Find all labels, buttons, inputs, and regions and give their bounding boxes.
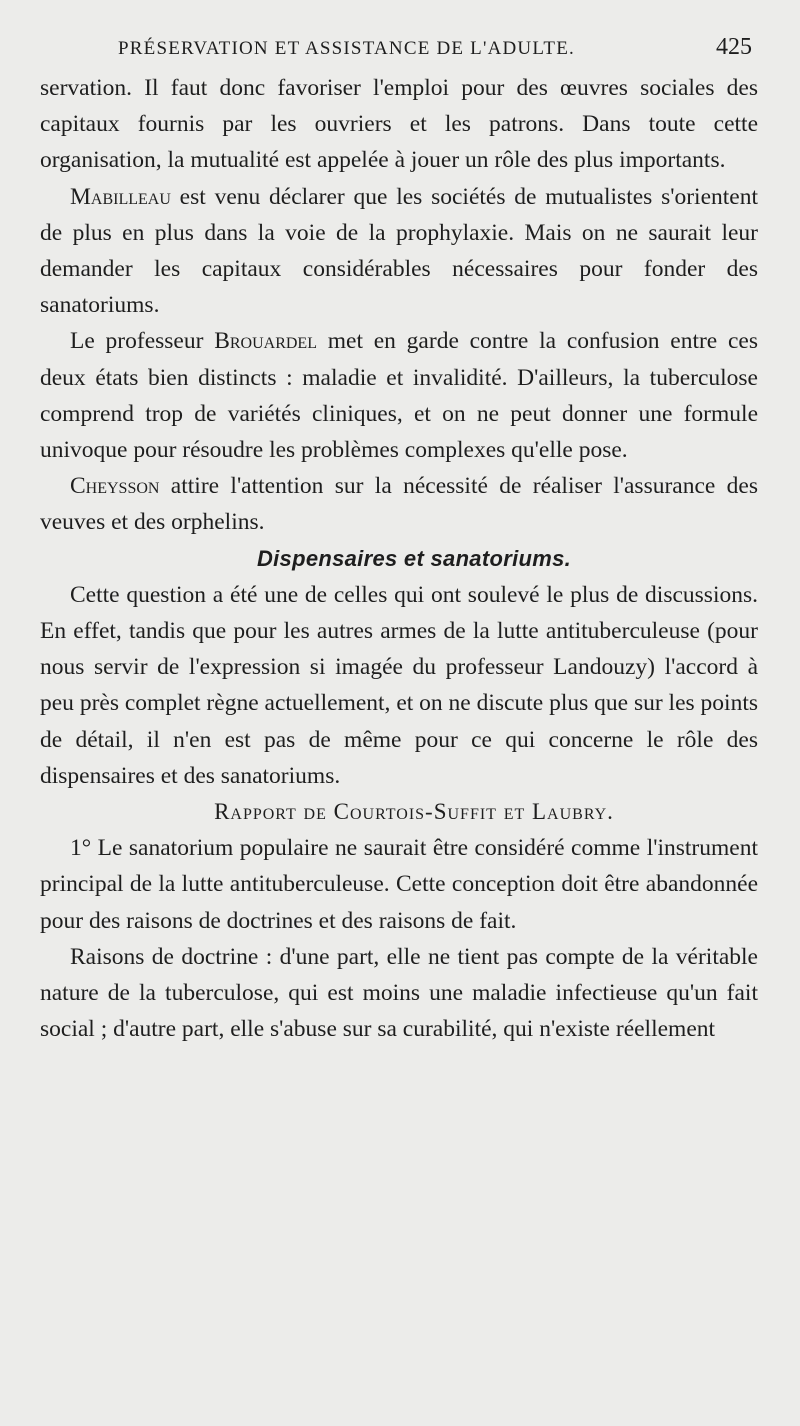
paragraph-3-text: met en garde contre la confusion entre ces deux états bien distincts : maladie et invalidité. D'ailleurs, la tuberculose comprend trop de variétés cliniques, et on ne peut donner une formule univoque pour résoudre les problèmes complexes qu'elle pose. <box>40 328 758 464</box>
page-number: 425 <box>716 34 752 60</box>
paragraph-3-prefix: Le professeur <box>70 328 215 355</box>
running-title: PRÉSERVATION ET ASSISTANCE DE L'ADULTE. <box>118 38 575 59</box>
paragraph-2-text: est venu déclarer que les sociétés de mutualistes s'orientent de plus en plus dans la voie de la prophylaxie. Mais on ne saurait leur demander les capitaux considérables nécessaires pour fonder des sanatoriums. <box>40 183 758 319</box>
paragraph-4 <box>40 468 758 540</box>
section-heading-dispensaires: Dispensaires et sanatoriums. <box>256 545 572 571</box>
paragraph-1: servation. Il faut donc favoriser l'emploi pour des œuvres sociales des capitaux fournis par les ouvriers et les patrons. Dans toute cette organisation, la mutualité est appelée à jouer un rôle des plus importants. <box>40 75 758 174</box>
section-heading-rapport: Rapport de Courtois-Suffit et Laubry. <box>214 799 614 825</box>
author-name-mabilleau: Mabilleau <box>70 183 171 210</box>
body-text <box>40 70 758 1047</box>
paragraph-6: 1° Le sanatorium populaire ne saurait être considéré comme l'instrument principal de la lutte antituberculeuse. Cette conception doit être abandonnée pour des raisons de doctrines et des raisons de fait. <box>40 835 758 934</box>
author-name-brouardel: Brouardel <box>214 328 317 355</box>
page-header <box>118 34 752 64</box>
paragraph-5: Cette question a été une de celles qui ont soulevé le plus de discussions. En effet, tandis que pour les autres armes de la lutte antituberculeuse (pour nous servir de l'expression si imagée du professeur Landouzy) l'accord à peu près complet règne actuellement, et on ne discute plus que sur les points de détail, il n'en est pas de même pour ce qui concerne le rôle des dispensaires et des sanatoriums. <box>40 581 758 789</box>
paragraph-4-text: attire l'attention sur la nécessité de réaliser l'assurance des veuves et des orphelins. <box>40 473 758 536</box>
paragraph-2 <box>40 179 758 324</box>
paragraph-7: Raisons de doctrine : d'une part, elle ne tient pas compte de la véritable nature de la tuberculose, qui est moins une maladie infectieuse qu'un fait social ; d'autre part, elle s'abuse sur sa curabilité, qui n'existe réellement <box>40 943 758 1043</box>
author-name-cheysson: Cheysson <box>70 473 160 500</box>
paragraph-3 <box>40 323 758 468</box>
